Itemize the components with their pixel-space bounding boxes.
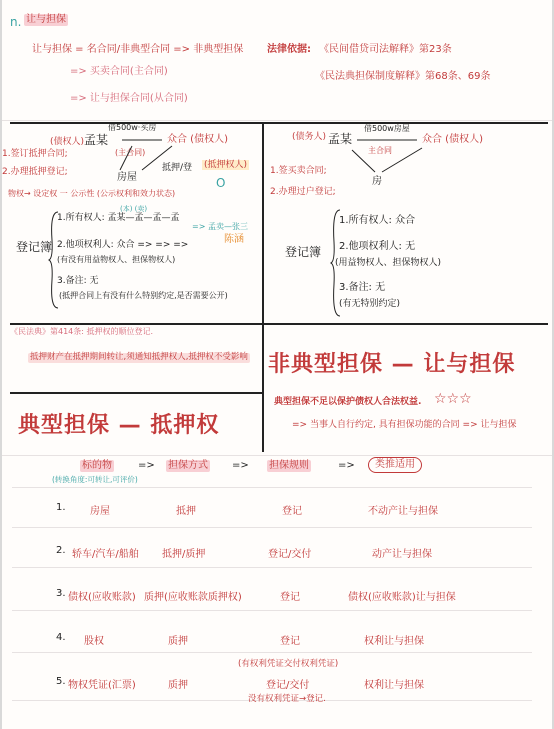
law-ref-1: 《民间借贷司法解释》第23条 bbox=[319, 44, 452, 55]
right-owner: 1.所有权人: 众合 bbox=[339, 215, 416, 226]
party-zhonghe: 众合 (债权人) bbox=[167, 134, 228, 145]
right-party-meng: 孟某 bbox=[328, 132, 353, 146]
left-remark-note: (抵押合同上有没有什么特别约定,是否需要公开) bbox=[59, 291, 228, 300]
owner-transfer: => 孟卖—张三 bbox=[192, 222, 248, 231]
box-top-border bbox=[10, 122, 548, 124]
left-other-right: 2.他项权利人: 众合 => => => bbox=[57, 240, 189, 250]
col-rule: 担保规则 bbox=[269, 460, 309, 471]
right-party-zhonghe: 众合 (债权人) bbox=[422, 134, 483, 145]
footnote-2: 没有权利凭证→登记. bbox=[248, 694, 326, 704]
mortgagee-label: (抵押权人) bbox=[204, 160, 248, 170]
notes-page bbox=[2, 0, 552, 729]
step-1: 1.签订抵押合同; bbox=[2, 149, 68, 159]
table-row: 2. 轿车/汽车/船舶 抵押/质押 登记/交付 动产让与担保 bbox=[56, 545, 432, 560]
title-atypical-guarantee: 非典型担保 — 让与担保 bbox=[268, 352, 516, 377]
right-house: 房 bbox=[372, 176, 382, 187]
box-left-inner-border bbox=[10, 392, 262, 394]
table-subnote: (转换角度:可转让,可评价) bbox=[52, 475, 138, 484]
col-arrow-2: => bbox=[232, 460, 249, 471]
mid-desc-2: => 当事人自行约定, 具有担保功能的合同 => 让与担保 bbox=[292, 420, 517, 430]
right-step-1: 1.签买卖合同; bbox=[270, 166, 327, 176]
right-other-right: 2.他项权利人: 无 bbox=[339, 241, 416, 252]
box-middle-border bbox=[10, 323, 548, 325]
title-typical-guarantee: 典型担保 — 抵押权 bbox=[18, 413, 220, 438]
step-2: 2.办理抵押登记; bbox=[2, 167, 68, 177]
mid-desc: 典型担保不足以保护债权人合法权益. bbox=[274, 397, 422, 407]
right-step-2: 2.办理过户登记; bbox=[270, 187, 336, 197]
law-label: 法律依据: bbox=[267, 44, 311, 55]
table-row: 3. 债权(应收账款) 质押(应收账款质押权) 登记 债权(应收账款)让与担保 bbox=[56, 588, 456, 603]
section-tag: 让与担保 bbox=[26, 14, 66, 25]
left-handwriting: 陈涵 bbox=[224, 234, 244, 245]
creditor-label: (债权人) bbox=[50, 137, 85, 147]
main-contract-note: (主合同) bbox=[115, 148, 146, 157]
header-line-3: => 让与担保合同(从合同) bbox=[70, 93, 188, 104]
left-remark: 3.备注: 无 bbox=[57, 276, 99, 286]
table-row: 5. 物权凭证(汇票) 质押 登记/交付 权利让与担保 bbox=[56, 676, 424, 691]
circle-mark: O bbox=[216, 176, 226, 190]
footnote-1: (有权利凭证交付权利凭证) bbox=[238, 659, 339, 669]
mid-note: 抵押财产在抵押期间转让,须通知抵押权人,抵押权不受影响 bbox=[30, 352, 248, 362]
mid-law: 《民法典》第414条: 抵押权的顺位登记. bbox=[10, 327, 154, 336]
debtor-label: (债务人) bbox=[292, 132, 327, 142]
right-register-label: 登记簿 bbox=[285, 245, 322, 259]
left-owner: 1.所有权人: 孟某—孟—孟—孟 bbox=[57, 213, 180, 223]
law-ref-2: 《民法典担保制度解释》第68条、69条 bbox=[315, 71, 491, 82]
col-subject: 标的物 bbox=[82, 460, 112, 471]
table-row: 1. 房屋 抵押 登记 不动产让与担保 bbox=[56, 502, 438, 517]
right-other-right-note: (用益物权人、担保物权人) bbox=[335, 258, 442, 268]
public-note: 物权→ 设定权 一 公示性 (公示权利和效力状态) bbox=[8, 189, 176, 198]
col-method: 担保方式 bbox=[168, 460, 208, 471]
table-row: 4. 股权 质押 登记 权利让与担保 bbox=[56, 632, 424, 647]
section-number: n. bbox=[10, 15, 22, 29]
left-other-right-note: (有没有用益物权人、担保物权人) bbox=[57, 255, 176, 264]
star-marks: ☆☆☆ bbox=[434, 391, 472, 407]
right-loan: 借500w房屋 bbox=[364, 124, 410, 133]
party-meng: 孟某 bbox=[84, 133, 109, 147]
col-arrow-3: => bbox=[338, 460, 355, 471]
col-arrow-1: => bbox=[138, 460, 155, 471]
right-relation-arrows bbox=[347, 130, 487, 190]
house-label: 房屋 bbox=[117, 172, 137, 183]
header-line-2: => 买卖合同(主合同) bbox=[70, 66, 168, 77]
right-remark: 3.备注: 无 bbox=[339, 282, 386, 293]
owner-sub: (本) (卖) bbox=[120, 205, 148, 213]
right-main-contract: 主合同 bbox=[368, 146, 392, 155]
right-remark-note: (有无特别约定) bbox=[339, 299, 401, 309]
register-label: 登记簿 bbox=[16, 240, 53, 254]
header-line-1: 让与担保 = 名合同/非典型合同 => 非典型担保 bbox=[32, 44, 244, 55]
col-analogy: 类推适用 bbox=[368, 457, 422, 473]
mortgage-register: 抵押/登 bbox=[162, 163, 193, 173]
loan-label: 借500w·买房 bbox=[108, 123, 157, 132]
